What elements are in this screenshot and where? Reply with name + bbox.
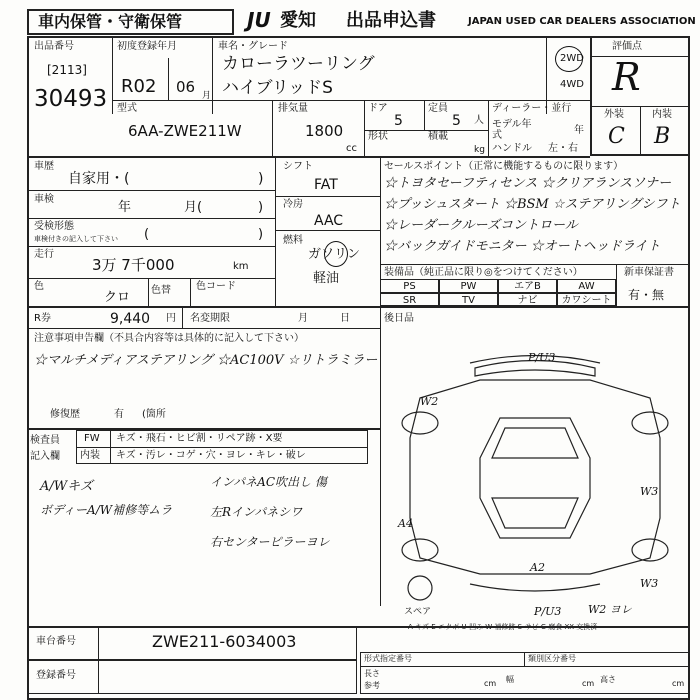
shift-value: FAT (314, 177, 338, 193)
disp-unit: cc (346, 143, 357, 154)
car-name-line2: ハイブリッドS (222, 78, 333, 98)
ju-logo: JU (247, 8, 271, 32)
sales-label: セールスポイント（正常に機能するものに限ります） (384, 161, 624, 172)
dealer-label: ディーラー・並行 (492, 103, 572, 114)
fuel-label: 燃料 (283, 235, 303, 246)
recycle-value: 9,440 (110, 311, 151, 327)
org-name: 愛知 (280, 10, 316, 31)
fuel-diesel: 軽油 (313, 271, 340, 286)
name-change-label: 名変期限 (190, 313, 230, 324)
inspection-label: 車検 (34, 194, 54, 205)
sales-line2: ☆プッシュスタート ☆BSM ☆ステアリングシフト (384, 197, 681, 212)
door-label: ドア (368, 103, 388, 114)
warranty-value: 有・無 (628, 288, 665, 302)
equip-item: PS (380, 279, 439, 293)
diagram-mark-8: W2 ヨレ (588, 603, 632, 616)
class-label: 類別区分番号 (528, 654, 576, 663)
recycle-label: R券 (34, 313, 51, 324)
ext-grade: C (608, 124, 625, 149)
recv-note: 車検付きの記入して下さい (34, 235, 118, 243)
spare-label: スペア (404, 607, 432, 617)
inspector-comment-4: 左Rインパネシワ (210, 505, 303, 519)
fuel-circle (324, 241, 348, 267)
grade-score: R (612, 55, 641, 99)
equip-item: AW (557, 279, 616, 293)
diagram-mark-2: W2 (420, 395, 439, 408)
equip-item: SR (380, 293, 439, 307)
recv-open: ( (144, 227, 150, 242)
first-reg-month-unit: 月 (202, 91, 212, 101)
disp-label: 排気量 (278, 103, 308, 114)
diagram-mark-4: A4 (398, 517, 413, 530)
plate-box (27, 660, 357, 694)
width-label: 幅 (506, 675, 514, 684)
seat-label: 定員 (428, 103, 448, 114)
model-year-label: モデル年式 (492, 119, 532, 141)
equip-item: エアB (498, 279, 557, 293)
door-value: 5 (394, 113, 403, 129)
mileage-label: 走行 (34, 249, 54, 260)
seat-value: 5 (452, 113, 461, 129)
sales-line4: ☆バックガイドモニター ☆オートヘッドライト (384, 239, 661, 254)
ac-value: AAC (314, 213, 344, 229)
inspection-year: 年 (118, 200, 132, 215)
recv-label: 受検形態 (34, 221, 74, 232)
lot-number: 30493 (34, 86, 108, 112)
handle-options: 左・右 (548, 143, 578, 154)
diagram-mark-1: P/U3 (528, 351, 556, 364)
handle-label: ハンドル (492, 143, 532, 154)
int-grade: B (654, 124, 671, 149)
inspector-comment-5: 右センターピラーヨレ (210, 535, 330, 549)
length-label: 長さ (364, 669, 380, 678)
first-reg-era: R02 (121, 76, 157, 97)
shape-label: 形状 (368, 131, 388, 142)
mileage-value: 3万 7千000 (92, 256, 175, 274)
inspector-comment-2: ボディーA/W補修等ムラ (40, 503, 173, 517)
ac-label: 冷房 (283, 199, 303, 210)
history-value: 自家用・( (68, 171, 130, 187)
damage-legend: A-キズ E-エクボ U-凹み W-補修跡 S-サビ C-腐食 XX-交換済 (408, 623, 598, 631)
notes-content: ☆マルチメディアステアリング ☆AC100V ☆リトラミラー (34, 353, 378, 368)
fw-label: FW (84, 433, 100, 444)
disp-value: 1800 (305, 122, 344, 140)
lot-label: 出品番号 (34, 41, 74, 52)
first-reg-month: 06 (176, 78, 196, 96)
equip-item: ナビ (498, 293, 557, 307)
name-change-month: 月 (298, 313, 308, 324)
car-name-line1: カローラツーリング (222, 54, 375, 74)
sales-line1: ☆トヨタセーフティセンス ☆クリアランスソナー (384, 176, 672, 191)
form-title: 出品申込書 (346, 10, 436, 31)
recv-close: ) (258, 227, 264, 242)
drive-2wd: 2WD (560, 53, 584, 64)
assoc-name: JAPAN USED CAR DEALERS ASSOCIATION (468, 16, 696, 27)
chassis-value: ZWE211-6034003 (152, 632, 297, 651)
equip-item: カワシート (557, 293, 616, 307)
year-unit: 年 (574, 125, 584, 136)
equip-item: TV (439, 293, 498, 307)
inspector-label-2: 記入欄 (30, 451, 60, 462)
inspection-close: ) (258, 200, 264, 215)
interior-label: 内装 (80, 450, 100, 461)
interior-items: キズ・汚レ・コゲ・穴・ヨレ・キレ・破レ (116, 450, 306, 461)
seat-unit: 人 (474, 115, 484, 126)
repair-label: 修復歴 (50, 409, 80, 420)
diagram-mark-3: W3 (640, 485, 659, 498)
name-change-day: 日 (340, 313, 350, 324)
width-unit: cm (582, 679, 595, 688)
model-label: 型式 (117, 103, 137, 114)
grade-label: 評価点 (612, 41, 642, 52)
drive-2wd-circle (555, 46, 583, 72)
history-label: 車歴 (34, 161, 54, 172)
equip-item: PW (439, 279, 498, 293)
drive-4wd: 4WD (560, 79, 584, 90)
repair-value: 有 (114, 409, 124, 420)
inspector-label-1: 検査員 (30, 435, 60, 446)
car-name-label: 車名・グレード (218, 41, 288, 52)
shift-label: シフト (283, 161, 313, 172)
storage-note: 車内保管・守衛保管 (38, 12, 183, 31)
inspection-month: 月( (184, 200, 203, 215)
height-label: 高さ (600, 675, 616, 684)
length-unit: cm (484, 679, 497, 688)
plate-label: 登録番号 (36, 670, 76, 681)
int-grade-label: 内装 (652, 109, 672, 120)
model-value: 6AA-ZWE211W (128, 122, 242, 140)
first-reg-label: 初度登録年月 (117, 41, 177, 52)
equip-label: 装備品（純正品に限り◎をつけてください） (384, 267, 583, 278)
diagram-mark-6: W3 (640, 577, 659, 590)
inspector-comment-1: A/Wキズ (40, 479, 93, 494)
diagram-mark-5: A2 (530, 561, 545, 574)
mileage-unit: km (233, 261, 249, 272)
rear-item-label: 後日品 (384, 313, 414, 324)
color-value: クロ (104, 290, 131, 305)
color-code-label: 色コード (196, 281, 236, 292)
recycle-unit: 円 (166, 313, 176, 324)
ext-grade-label: 外装 (604, 109, 624, 120)
color-change-label: 色替 (151, 285, 171, 296)
equipment-grid (380, 279, 616, 306)
fuel-gasoline: ガソリン (308, 247, 361, 262)
warranty-label: 新車保証書 (624, 267, 674, 278)
chassis-label: 車台番号 (36, 636, 76, 647)
sales-line3: ☆レーダークルーズコントロール (384, 218, 578, 233)
type-label: 形式指定番号 (364, 654, 412, 663)
fw-items: キズ・飛石・ヒビ割・リペア跡・X要 (116, 433, 283, 444)
load-label: 積載 (428, 131, 448, 142)
diagram-mark-7: P/U3 (534, 605, 562, 618)
history-close: ) (258, 171, 264, 187)
notes-label: 注意事項申告欄（不具合内容等は具体的に記入して下さい） (34, 333, 304, 344)
height-unit: cm (672, 679, 685, 688)
load-unit: kg (474, 145, 485, 155)
lot-sub-number: [2113] (47, 63, 87, 77)
note-label: 参考 (364, 681, 380, 690)
inspector-comment-3: インパネAC吹出し 傷 (210, 475, 327, 489)
color-label: 色 (34, 281, 44, 292)
repair-part: (箇所 (142, 409, 166, 420)
